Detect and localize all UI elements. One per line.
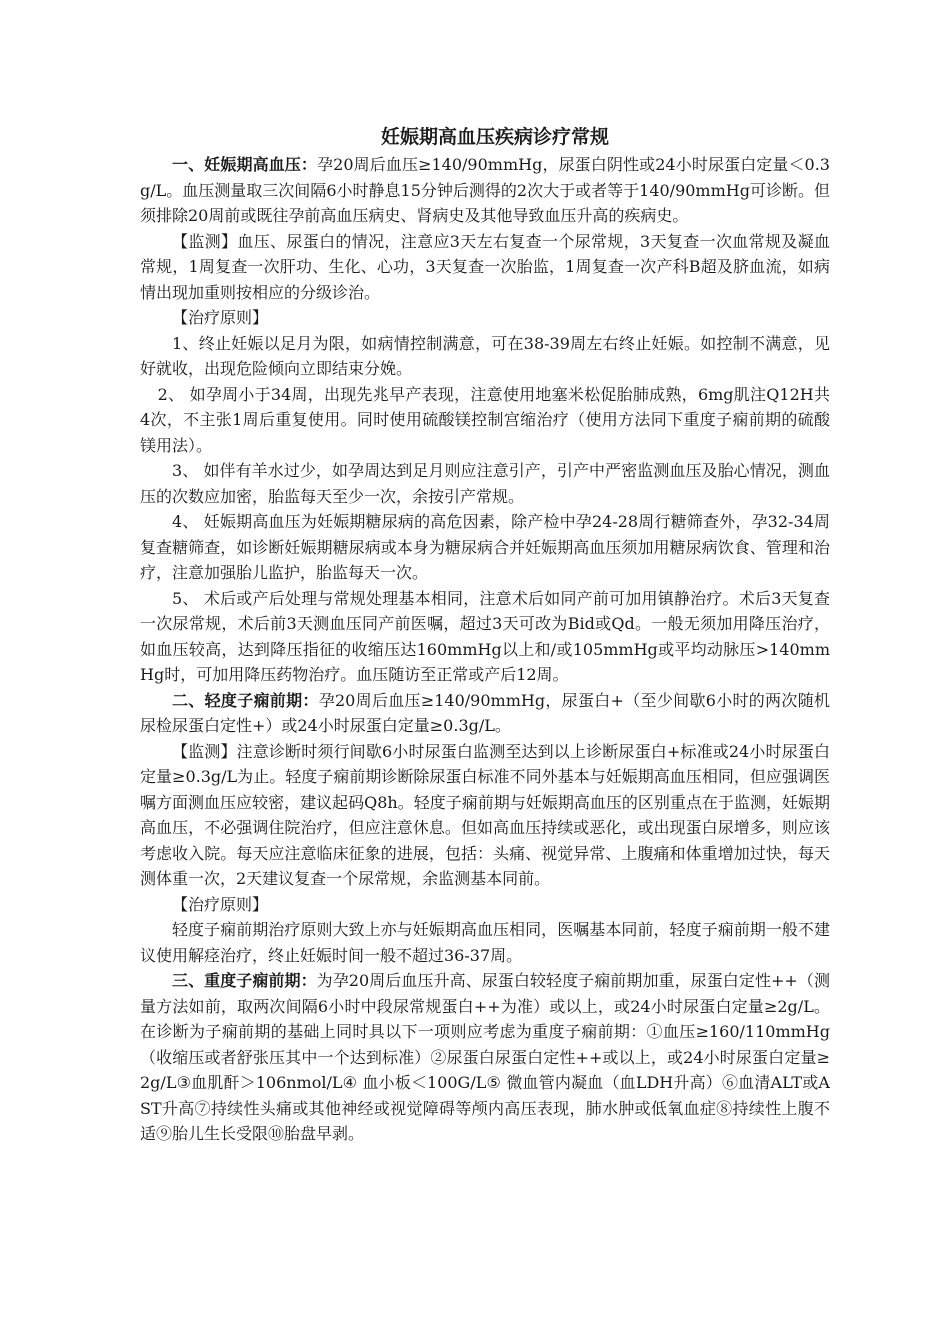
section-1-heading: 一、妊娠期高血压： — [172, 155, 318, 174]
section-1-principle: 【治疗原则】 — [172, 308, 269, 327]
section-1-text: 孕20周后血压≥140/90mmHg，尿蛋白阴性或24小时尿蛋白定量＜0.3g/L。血压测量取三次间隔6小时静息15分钟后测得的2次大于或者等于140/90mmHg可诊断。但须排除20周前或既往孕前高血压病史、肾病史及其他导致血压升高的疾病史。 — [140, 155, 830, 225]
section-2-heading: 二、轻度子痫前期： — [172, 690, 319, 710]
section-2-paragraph — [140, 688, 830, 739]
section-1-monitor: 【监测】血压、尿蛋白的情况，注意应3天左右复查一个尿常规，3天复查一次血常规及凝血常规，1周复查一次肝功、生化、心功，3天复查一次胎监，1周复查一次产科B超及脐血流，如病情出现加重则按相应的分级诊治。 — [140, 231, 830, 302]
section-3-paragraph — [140, 968, 830, 1147]
section-1-item-1: 1、终止妊娠以足月为限，如病情控制满意，可在38-39周左右终止妊娠。如控制不满意，见好就收，出现危险倾向立即结束分娩。 — [140, 333, 830, 378]
section-1-paragraph — [140, 152, 830, 229]
document-title: 妊娠期高血压疾病诊疗常规 — [380, 126, 609, 148]
section-3-heading: 三、重度子痫前期： — [172, 971, 317, 990]
section-1-item-2: 2、 如孕周小于34周，出现先兆早产表现，注意使用地塞米松促胎肺成熟，6mg肌注Q12H共4次，不主张1周后重复使用。同时使用硫酸镁控制宫缩治疗（使用方法同下重度子痫前期的硫酸镁用法）。 — [140, 384, 830, 455]
section-2-text: 孕20周后血压≥140/90mmHg，尿蛋白+（至少间歇6小时的两次随机尿检尿蛋白定性+）或24小时尿蛋白定量≥0.3g/L。 — [140, 690, 830, 735]
section-3-text: 为孕20周后血压升高、尿蛋白较轻度子痫前期加重，尿蛋白定性++（测量方法如前，取两次间隔6小时中段尿常规蛋白++为准）或以上，或24小时尿蛋白定量≥2g/L。在诊断为子痫前期的基础上同时具以下一项则应考虑为重度子痫前期：①血压≥160/110mmHg（收缩压或者舒张压其中一个达到标准）②尿蛋白尿蛋白定性++或以上，或24小时尿蛋白定量≥2g/L③血肌酐＞106nmol/L④ 血小板＜100G/L⑤ 微血管内凝血（血LDH升高）⑥血清ALT或AST升高⑦持续性头痛或其他神经或视觉障碍等颅内高压表现，肺水肿或低氧血症⑧持续性上腹不适⑨胎儿生长受限⑩胎盘早剥。 — [140, 971, 830, 1143]
section-2-monitor: 【监测】注意诊断时须行间歇6小时尿蛋白监测至达到以上诊断尿蛋白+标准或24小时尿蛋白定量≥0.3g/L为止。轻度子痫前期诊断除尿蛋白标准不同外基本与妊娠期高血压相同，但应强调医嘱方面测血压应较密，建议起码Q8h。轻度子痫前期与妊娠期高血压的区别重点在于监测，妊娠期高血压，不必强调住院治疗，但应注意休息。但如高血压持续或恶化，或出现蛋白尿增多，则应该考虑收入院。每天应注意临床征象的进展，包括：头痛、视觉异常、上腹痛和体重增加过快，每天测体重一次，2天建议复查一个尿常规，余监测基本同前。 — [140, 741, 830, 888]
section-1-item-4: 4、 妊娠期高血压为妊娠期糖尿病的高危因素，除产检中孕24-28周行糖筛查外，孕32-34周复查糖筛查，如诊断妊娠期糖尿病或本身为糖尿病合并妊娠期高血压须加用糖尿病饮食、管理和治疗，注意加强胎儿监护，胎监每天一次。 — [140, 512, 830, 582]
section-2-treatment: 轻度子痫前期治疗原则大致上亦与妊娠期高血压相同，医嘱基本同前，轻度子痫前期一般不建议使用解痉治疗，终止妊娠时间一般不超过36-37周。 — [140, 920, 830, 965]
section-1-item-5: 5、 术后或产后处理与常规处理基本相同，注意术后如同产前可加用镇静治疗。术后3天复查一次尿常规，术后前3天测血压同产前医嘱，超过3天可改为Bid或Qd。一般无须加用降压治疗，如血压较高，达到降压指征的收缩压达160mmHg以上和/或105mmHg或平均动脉压>140mmHg时，可加用降压药物治疗。血压随访至正常或产后12周。 — [140, 588, 830, 684]
section-2-principle: 【治疗原则】 — [172, 894, 269, 914]
document-page — [140, 124, 830, 1147]
section-1-item-3: 3、 如伴有羊水过少，如孕周达到足月则应注意引产，引产中严密监测血压及胎心情况，测血压的次数应加密，胎监每天至少一次，余按引产常规。 — [140, 461, 830, 506]
